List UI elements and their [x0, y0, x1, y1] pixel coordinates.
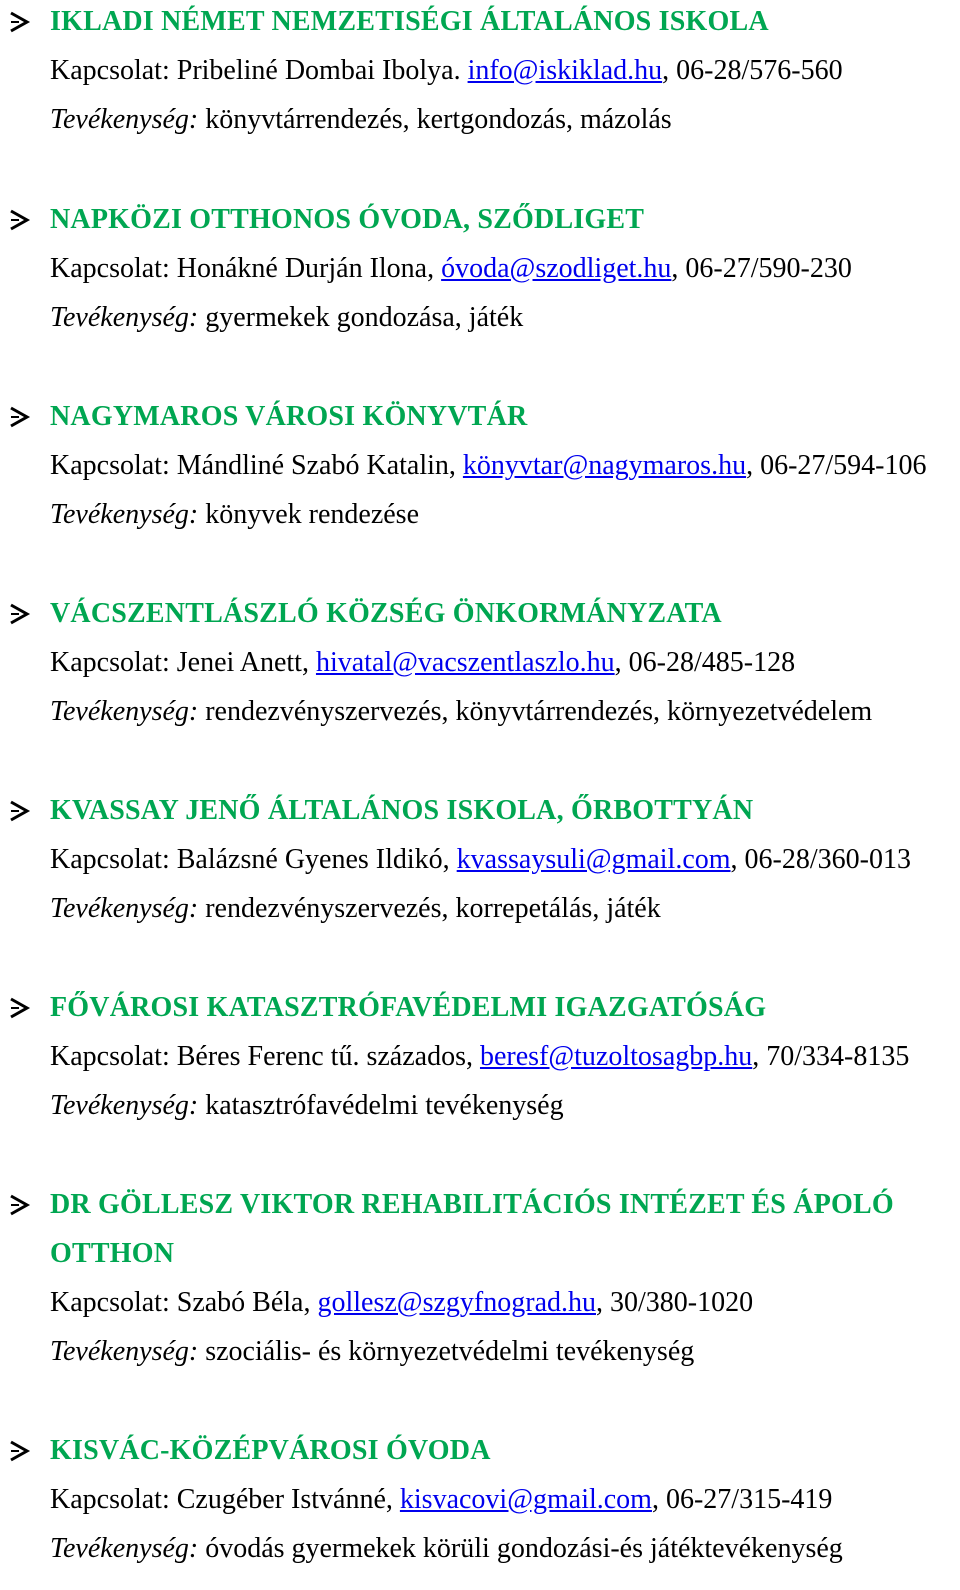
- activity-text: katasztrófavédelmi tevékenység: [205, 1090, 564, 1121]
- contact-line: [50, 252, 852, 286]
- contact-line: [50, 1286, 753, 1320]
- activity-label: Tevékenység:: [50, 893, 199, 924]
- phone-number: , 06-27/315-419: [651, 1484, 833, 1515]
- activity-text: óvodás gyermekek körüli gondozási-és játéktevékenység: [205, 1533, 843, 1564]
- arrow-bullet-icon: [6, 991, 34, 1025]
- arrow-bullet-icon: [6, 1188, 34, 1222]
- arrow-bullet-icon: [6, 5, 34, 39]
- contact-person: Honákné Durján Ilona,: [176, 253, 435, 284]
- organization-name: KISVÁC-KÖZÉPVÁROSI ÓVODA: [50, 1435, 491, 1466]
- activity-label: Tevékenység:: [50, 696, 199, 727]
- organization-name: KVASSAY JENŐ ÁLTALÁNOS ISKOLA, ŐRBOTTYÁN: [50, 795, 754, 826]
- phone-number: , 06-28/576-560: [662, 55, 843, 86]
- phone-number: , 70/334-8135: [752, 1041, 910, 1072]
- email-link[interactable]: info@iskiklad.hu: [467, 55, 663, 86]
- organization-name: VÁCSZENTLÁSZLÓ KÖZSÉG ÖNKORMÁNYZATA: [50, 598, 722, 629]
- arrow-bullet-icon: [6, 1434, 34, 1468]
- contact-person: Balázsné Gyenes Ildikó,: [176, 844, 450, 875]
- activity-line: [50, 695, 872, 729]
- contact-label: Kapcsolat:: [50, 1041, 170, 1072]
- activity-label: Tevékenység:: [50, 1090, 199, 1121]
- organization-name-continued: OTTHON: [50, 1238, 175, 1269]
- arrow-bullet-icon: [6, 203, 34, 237]
- arrow-bullet-icon: [6, 597, 34, 631]
- contact-line: [50, 54, 843, 88]
- activity-label: Tevékenység:: [50, 499, 199, 530]
- contact-person: Czugéber Istvánné,: [176, 1484, 393, 1515]
- contact-label: Kapcsolat:: [50, 55, 170, 86]
- activity-text: könyvek rendezése: [205, 499, 420, 530]
- contact-person: Mándliné Szabó Katalin,: [176, 450, 456, 481]
- contact-line: [50, 1040, 909, 1074]
- phone-number: , 06-27/594-106: [746, 450, 927, 481]
- activity-label: Tevékenység:: [50, 302, 199, 333]
- email-link[interactable]: könyvtar@nagymaros.hu: [462, 450, 747, 481]
- activity-line: [50, 1089, 564, 1123]
- organization-name: DR GÖLLESZ VIKTOR REHABILITÁCIÓS INTÉZET ÉS ÁPOLÓ: [50, 1189, 894, 1220]
- activity-text: rendezvényszervezés, könyvtárrendezés, környezetvédelem: [205, 696, 873, 727]
- activity-label: Tevékenység:: [50, 1533, 199, 1564]
- activity-text: rendezvényszervezés, korrepetálás, játék: [205, 893, 661, 924]
- activity-text: szociális- és környezetvédelmi tevékenység: [205, 1336, 695, 1367]
- email-link[interactable]: kvassaysuli@gmail.com: [456, 844, 731, 875]
- arrow-bullet-icon: [6, 794, 34, 828]
- email-link[interactable]: gollesz@szgyfnograd.hu: [317, 1287, 596, 1318]
- phone-number: , 06-28/485-128: [614, 647, 796, 678]
- organization-name: NAPKÖZI OTTHONOS ÓVODA, SZŐDLIGET: [50, 204, 645, 235]
- activity-line: [50, 892, 661, 926]
- activity-line: [50, 103, 672, 137]
- email-link[interactable]: beresf@tuzoltosagbp.hu: [479, 1041, 753, 1072]
- phone-number: , 30/380-1020: [596, 1287, 754, 1318]
- activity-label: Tevékenység:: [50, 1336, 199, 1367]
- contact-label: Kapcsolat:: [50, 253, 170, 284]
- phone-number: , 06-28/360-013: [730, 844, 911, 875]
- contact-line: [50, 449, 927, 483]
- arrow-bullet-icon: [6, 400, 34, 434]
- contact-label: Kapcsolat:: [50, 1287, 170, 1318]
- phone-number: , 06-27/590-230: [671, 253, 852, 284]
- contact-label: Kapcsolat:: [50, 450, 170, 481]
- organization-name: IKLADI NÉMET NEMZETISÉGI ÁLTALÁNOS ISKOLA: [50, 6, 769, 37]
- activity-text: gyermekek gondozása, játék: [205, 302, 524, 333]
- activity-line: [50, 301, 523, 335]
- contact-person: Béres Ferenc tű. százados,: [176, 1041, 473, 1072]
- email-link[interactable]: hivatal@vacszentlaszlo.hu: [315, 647, 615, 678]
- contact-line: [50, 843, 911, 877]
- contact-person: Szabó Béla,: [176, 1287, 311, 1318]
- contact-person: Jenei Anett,: [176, 647, 309, 678]
- email-link[interactable]: óvoda@szodliget.hu: [441, 253, 672, 284]
- activity-text: könyvtárrendezés, kertgondozás, mázolás: [205, 104, 672, 135]
- activity-line: [50, 1335, 694, 1369]
- contact-label: Kapcsolat:: [50, 844, 170, 875]
- contact-person: Pribeliné Dombai Ibolya.: [176, 55, 461, 86]
- organization-name: NAGYMAROS VÁROSI KÖNYVTÁR: [50, 401, 528, 432]
- email-link[interactable]: kisvacovi@gmail.com: [399, 1484, 652, 1515]
- organization-name: FŐVÁROSI KATASZTRÓFAVÉDELMI IGAZGATÓSÁG: [50, 992, 767, 1023]
- activity-line: [50, 498, 419, 532]
- contact-label: Kapcsolat:: [50, 1484, 170, 1515]
- activity-label: Tevékenység:: [50, 104, 199, 135]
- contact-line: [50, 646, 795, 680]
- contact-label: Kapcsolat:: [50, 647, 170, 678]
- activity-line: [50, 1532, 843, 1566]
- contact-line: [50, 1483, 832, 1517]
